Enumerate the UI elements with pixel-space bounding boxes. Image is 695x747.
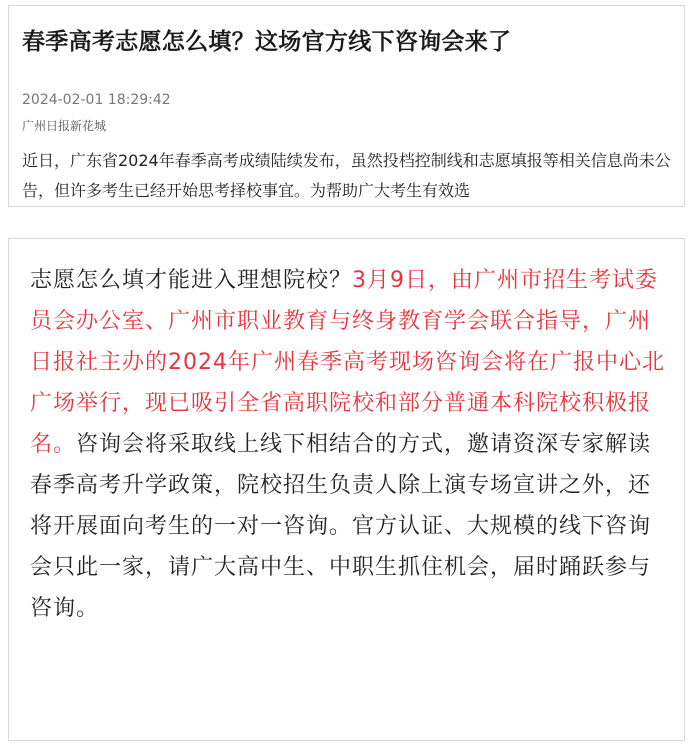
article-detail-card [8,238,685,741]
article-intro: 近日，广东省2024年春季高考成绩陆续发布，虽然投档控制线和志愿填报等相关信息尚未公告，但许多考生已经开始思考择校事宜。为帮助广大考生有效选 [22,151,671,200]
article-summary-card [8,5,685,207]
article-title[interactable]: 春季高考志愿怎么填？这场官方线下咨询会来了 [22,29,512,55]
article-body-paragraph [30,260,666,629]
body-rest-text: 咨询会将采取线上线下相结合的方式，邀请资深专家解读春季高考升学政策，院校招生负责人除上演专场宣讲之外，还将开展面向考生的一对一咨询。官方认证、大规模的线下咨询会只此一家，请广大高中生、中职生抓住机会，届时踊跃参与咨询。 [30,432,652,621]
body-highlight-text: 3月9日，由广州市招生考试委员会办公室、广州市职业教育与终身教育学会联合指导，广州日报社主办的2024年广州春季高考现场咨询会将在广报中心北广场举行，现已吸引全省高职院校和部分普通本科院校积极报名。 [30,268,665,457]
publish-date: 2024-02-01 18:29:42 [22,92,171,108]
body-lead-text: 志愿怎么填才能进入理想院校？ [30,268,353,293]
article-source[interactable]: 广州日报新花城 [22,119,107,133]
